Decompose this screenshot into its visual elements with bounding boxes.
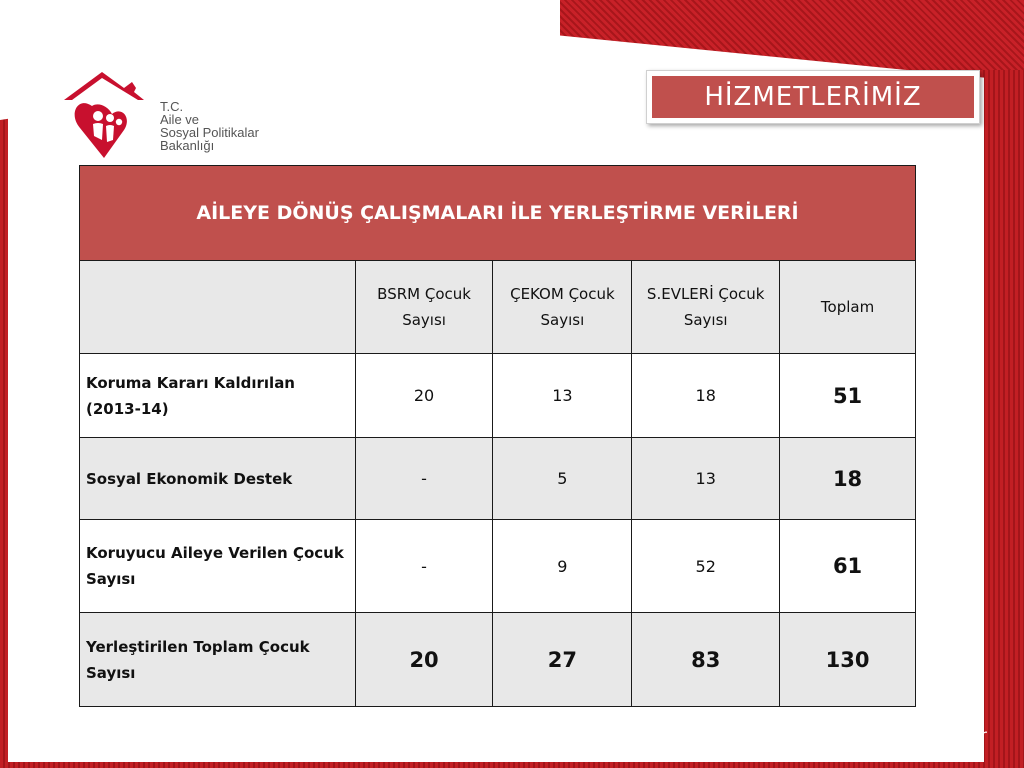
cell-total: 51 — [780, 354, 916, 438]
cell-value: 20 — [355, 354, 493, 438]
cell-value: - — [355, 520, 493, 613]
cell-value: 18 — [632, 354, 780, 438]
cell-value: - — [355, 438, 493, 520]
column-header-empty — [80, 261, 356, 354]
logo-line: Sosyal Politikalar — [160, 125, 259, 140]
cell-value: 13 — [493, 354, 632, 438]
column-header-toplam: Toplam — [780, 261, 916, 354]
cell-value: 27 — [493, 613, 632, 707]
page-title: HİZMETLERİMİZ — [652, 76, 974, 118]
table-row — [80, 520, 916, 613]
cell-value: 9 — [493, 520, 632, 613]
logo-text — [160, 100, 259, 152]
title-box — [646, 70, 980, 124]
column-header-bsrm: BSRM Çocuk Sayısı — [355, 261, 493, 354]
table-row — [80, 438, 916, 520]
cell-value: 20 — [355, 613, 493, 707]
table-row — [80, 354, 916, 438]
logo-line: T.C. — [160, 99, 184, 114]
column-header-cekom: ÇEKOM Çocuk Sayısı — [493, 261, 632, 354]
footer-url: www.aile.gov.tr — [872, 726, 987, 744]
column-header-sevleri: S.EVLERİ Çocuk Sayısı — [632, 261, 780, 354]
cell-total: 18 — [780, 438, 916, 520]
row-label: Yerleştirilen Toplam Çocuk Sayısı — [80, 613, 356, 707]
cell-value: 83 — [632, 613, 780, 707]
logo-line: Bakanlığı — [160, 138, 215, 153]
cell-value: 52 — [632, 520, 780, 613]
table-row-total — [80, 613, 916, 707]
table-heading: AİLEYE DÖNÜŞ ÇALIŞMALARI İLE YERLEŞTİRME VERİLERİ — [80, 166, 916, 261]
logo-line: Aile ve — [160, 112, 200, 127]
family-house-logo-icon — [62, 66, 162, 166]
row-label: Koruma Kararı Kaldırılan (2013-14) — [80, 354, 356, 438]
row-label: Sosyal Ekonomik Destek — [80, 438, 356, 520]
row-label: Koruyucu Aileye Verilen Çocuk Sayısı — [80, 520, 356, 613]
cell-total: 61 — [780, 520, 916, 613]
placement-data-table — [79, 165, 916, 707]
cell-value: 13 — [632, 438, 780, 520]
cell-total: 130 — [780, 613, 916, 707]
ministry-logo — [62, 66, 282, 166]
cell-value: 5 — [493, 438, 632, 520]
